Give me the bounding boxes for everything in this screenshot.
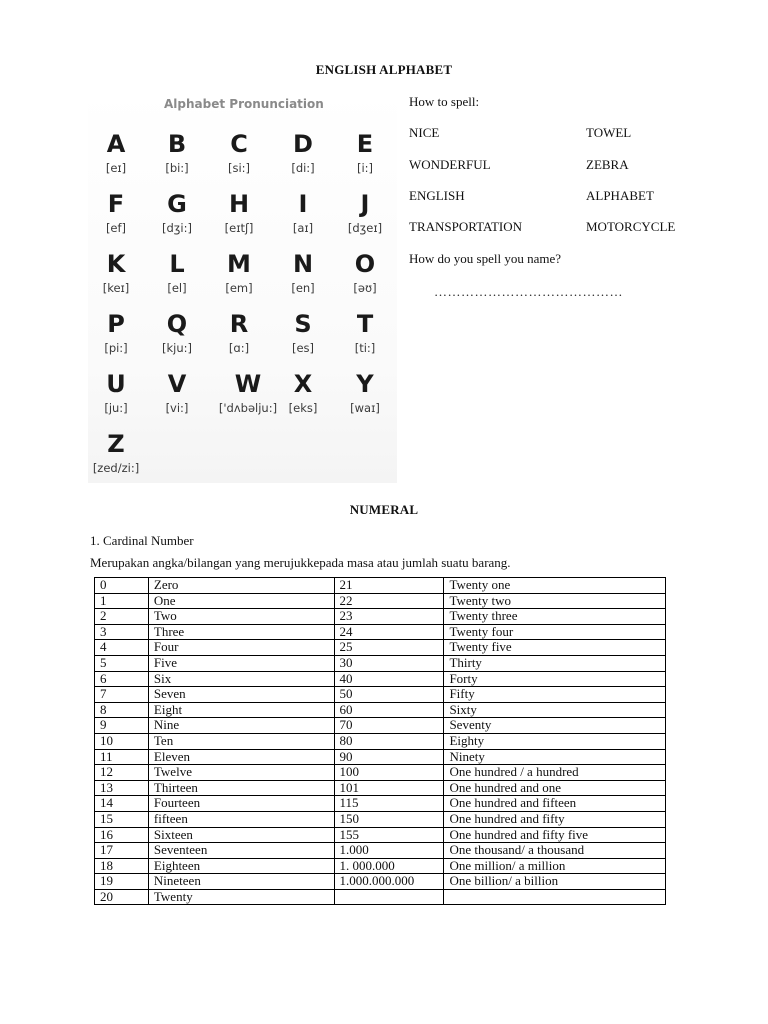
- number-digit-cell: 150: [334, 811, 444, 827]
- cardinal-number-description: Merupakan angka/bilangan yang merujukkepada masa atau jumlah suatu barang.: [90, 555, 511, 570]
- alphabet-pronunciation-chart: [88, 88, 397, 483]
- letter-pronunciation: [ɑ:]: [228, 341, 250, 355]
- letter-pronunciation: [aɪ]: [292, 221, 314, 235]
- letter-pronunciation: [dʒi:]: [162, 221, 192, 235]
- number-digit-cell: 40: [334, 671, 444, 687]
- table-row: [95, 811, 666, 827]
- number-digit-cell: 70: [334, 718, 444, 734]
- number-digit-cell: 1.000.000.000: [334, 874, 444, 890]
- number-digit-cell: 101: [334, 780, 444, 796]
- table-row: [95, 780, 666, 796]
- table-row: [95, 687, 666, 703]
- number-word-cell: Three: [148, 624, 334, 640]
- letter-pronunciation: [eɪtʃ]: [224, 221, 254, 235]
- alphabet-letter: R: [229, 310, 249, 338]
- spell-word: MOTORCYCLE: [586, 219, 676, 234]
- alphabet-letter: X: [293, 370, 313, 398]
- number-word-cell: Thirteen: [148, 780, 334, 796]
- letter-pronunciation: [es]: [291, 341, 315, 355]
- name-spelling-question: How do you spell you name?: [409, 251, 562, 266]
- number-digit-cell: 14: [95, 796, 149, 812]
- number-digit-cell: 3: [95, 624, 149, 640]
- alphabet-letter: L: [169, 250, 185, 278]
- number-word-cell: One thousand/ a thousand: [444, 843, 666, 859]
- number-word-cell: One: [148, 593, 334, 609]
- alphabet-letter: B: [167, 130, 187, 158]
- table-row: [95, 889, 666, 905]
- letter-pronunciation: [waɪ]: [350, 401, 380, 415]
- number-word-cell: Forty: [444, 671, 666, 687]
- number-digit-cell: 12: [95, 765, 149, 781]
- table-row: [95, 858, 666, 874]
- alphabet-letter-cell: [146, 370, 208, 415]
- letter-pronunciation: [ef]: [105, 221, 127, 235]
- page-title: ENGLISH ALPHABET: [315, 62, 453, 77]
- alphabet-letter-cell: [85, 310, 147, 355]
- number-digit-cell: 20: [95, 889, 149, 905]
- spell-word: ZEBRA: [586, 157, 629, 172]
- table-row: [95, 593, 666, 609]
- number-word-cell: Sixty: [444, 702, 666, 718]
- alphabet-letter: D: [293, 130, 313, 158]
- alphabet-chart-heading: Alphabet Pronunciation: [164, 97, 324, 111]
- number-word-cell: Seven: [148, 687, 334, 703]
- number-digit-cell: 80: [334, 733, 444, 749]
- number-digit-cell: 1. 000.000: [334, 858, 444, 874]
- number-digit-cell: 24: [334, 624, 444, 640]
- cardinal-number-table: [94, 577, 666, 905]
- letter-pronunciation: [di:]: [291, 161, 315, 175]
- spell-word: TOWEL: [586, 125, 632, 140]
- alphabet-letter: F: [107, 190, 125, 218]
- number-word-cell: One hundred and fifty: [444, 811, 666, 827]
- letter-pronunciation: [keɪ]: [102, 281, 130, 295]
- number-digit-cell: 16: [95, 827, 149, 843]
- letter-pronunciation: [eks]: [288, 401, 318, 415]
- number-digit-cell: 90: [334, 749, 444, 765]
- alphabet-letter: K: [106, 250, 126, 278]
- alphabet-letter-cell: [85, 130, 147, 175]
- number-word-cell: Nine: [148, 718, 334, 734]
- alphabet-letter-cell: [208, 130, 270, 175]
- letter-pronunciation: [si:]: [227, 161, 251, 175]
- number-word-cell: Zero: [148, 578, 334, 594]
- number-word-cell: Twenty: [148, 889, 334, 905]
- alphabet-letter-cell: [208, 250, 270, 295]
- number-digit-cell: 9: [95, 718, 149, 734]
- table-row: [95, 874, 666, 890]
- letter-pronunciation: [eɪ]: [105, 161, 127, 175]
- number-digit-cell: 21: [334, 578, 444, 594]
- alphabet-letter-cell: [146, 250, 208, 295]
- alphabet-letter: A: [106, 130, 126, 158]
- alphabet-letter: T: [356, 310, 374, 338]
- number-word-cell: Twenty five: [444, 640, 666, 656]
- number-word-cell: fifteen: [148, 811, 334, 827]
- alphabet-letter-cell: [85, 370, 147, 415]
- number-digit-cell: 60: [334, 702, 444, 718]
- letter-pronunciation: [ju:]: [104, 401, 128, 415]
- number-digit-cell: 15: [95, 811, 149, 827]
- alphabet-letter: E: [356, 130, 374, 158]
- number-word-cell: Four: [148, 640, 334, 656]
- letter-pronunciation: [vi:]: [165, 401, 189, 415]
- table-row: [95, 655, 666, 671]
- alphabet-letter-cell: [334, 370, 396, 415]
- number-word-cell: Eight: [148, 702, 334, 718]
- number-word-cell: Ninety: [444, 749, 666, 765]
- letter-pronunciation: ['dʌbəlju:]: [218, 401, 278, 415]
- letter-pronunciation: [i:]: [356, 161, 374, 175]
- table-row: [95, 749, 666, 765]
- alphabet-letter: J: [360, 190, 370, 218]
- alphabet-letter: O: [354, 250, 376, 278]
- letter-pronunciation: [pi:]: [104, 341, 128, 355]
- spell-word: WONDERFUL: [409, 157, 491, 172]
- number-digit-cell: 11: [95, 749, 149, 765]
- number-digit-cell: 10: [95, 733, 149, 749]
- alphabet-letter-cell: [272, 250, 334, 295]
- alphabet-letter: Y: [356, 370, 374, 398]
- table-row: [95, 578, 666, 594]
- cardinal-number-heading: 1. Cardinal Number: [90, 533, 194, 548]
- letter-pronunciation: [əʊ]: [353, 281, 377, 295]
- alphabet-letter: U: [106, 370, 126, 398]
- number-word-cell: Ten: [148, 733, 334, 749]
- spell-word: TRANSPORTATION: [409, 219, 523, 234]
- number-digit-cell: 1.000: [334, 843, 444, 859]
- number-word-cell: Sixteen: [148, 827, 334, 843]
- alphabet-letter-cell: [334, 310, 396, 355]
- number-word-cell: Twenty four: [444, 624, 666, 640]
- number-word-cell: One billion/ a billion: [444, 874, 666, 890]
- number-digit-cell: 5: [95, 655, 149, 671]
- number-digit-cell: 4: [95, 640, 149, 656]
- alphabet-letter-cell: [146, 190, 208, 235]
- number-word-cell: Five: [148, 655, 334, 671]
- number-digit-cell: 115: [334, 796, 444, 812]
- number-word-cell: One hundred and one: [444, 780, 666, 796]
- number-digit-cell: 23: [334, 609, 444, 625]
- alphabet-letter-cell: [334, 250, 396, 295]
- alphabet-letter-cell: [334, 190, 396, 235]
- table-row: [95, 796, 666, 812]
- spell-word: ENGLISH: [409, 188, 465, 203]
- table-row: [95, 765, 666, 781]
- number-digit-cell: 155: [334, 827, 444, 843]
- alphabet-letter: Z: [107, 430, 125, 458]
- number-digit-cell: 100: [334, 765, 444, 781]
- table-row: [95, 843, 666, 859]
- alphabet-letter-cell: [272, 310, 334, 355]
- number-word-cell: Eighteen: [148, 858, 334, 874]
- table-row: [95, 718, 666, 734]
- answer-blank: ……………………………………: [434, 284, 623, 299]
- table-row: [95, 671, 666, 687]
- number-word-cell: Nineteen: [148, 874, 334, 890]
- alphabet-letter: I: [298, 190, 308, 218]
- alphabet-letter-cell: [85, 250, 147, 295]
- number-word-cell: One hundred and fifty five: [444, 827, 666, 843]
- alphabet-letter: S: [294, 310, 312, 338]
- letter-pronunciation: [dʒeɪ]: [347, 221, 383, 235]
- number-word-cell: One million/ a million: [444, 858, 666, 874]
- table-row: [95, 624, 666, 640]
- number-word-cell: Seventeen: [148, 843, 334, 859]
- spell-word: ALPHABET: [586, 188, 654, 203]
- how-to-spell-label: How to spell:: [409, 94, 480, 109]
- letter-pronunciation: [bi:]: [165, 161, 189, 175]
- alphabet-letter: M: [227, 250, 251, 278]
- alphabet-letter: V: [167, 370, 187, 398]
- table-row: [95, 640, 666, 656]
- alphabet-letter: P: [107, 310, 125, 338]
- alphabet-letter-cell: [208, 190, 270, 235]
- table-row: [95, 609, 666, 625]
- number-word-cell: One hundred and fifteen: [444, 796, 666, 812]
- number-digit-cell: 19: [95, 874, 149, 890]
- number-word-cell: Twenty one: [444, 578, 666, 594]
- letter-pronunciation: [zed/zi:]: [92, 461, 140, 475]
- number-digit-cell: [334, 889, 444, 905]
- alphabet-letter-cell: [85, 430, 147, 475]
- number-word-cell: Eleven: [148, 749, 334, 765]
- alphabet-letter-cell: [85, 190, 147, 235]
- number-digit-cell: 17: [95, 843, 149, 859]
- number-word-cell: One hundred / a hundred: [444, 765, 666, 781]
- alphabet-letter-cell: [272, 370, 334, 415]
- table-row: [95, 733, 666, 749]
- number-word-cell: Six: [148, 671, 334, 687]
- number-digit-cell: 1: [95, 593, 149, 609]
- number-digit-cell: 2: [95, 609, 149, 625]
- number-digit-cell: 18: [95, 858, 149, 874]
- alphabet-letter-cell: [146, 310, 208, 355]
- alphabet-letter-cell: [272, 190, 334, 235]
- number-word-cell: Fourteen: [148, 796, 334, 812]
- alphabet-letter-cell: [208, 310, 270, 355]
- number-digit-cell: 0: [95, 578, 149, 594]
- number-digit-cell: 25: [334, 640, 444, 656]
- table-row: [95, 702, 666, 718]
- section-title-numeral: NUMERAL: [349, 502, 419, 517]
- number-digit-cell: 50: [334, 687, 444, 703]
- number-word-cell: Fifty: [444, 687, 666, 703]
- alphabet-letter-cell: [146, 130, 208, 175]
- number-word-cell: Twenty two: [444, 593, 666, 609]
- number-digit-cell: 22: [334, 593, 444, 609]
- alphabet-letter: Q: [166, 310, 188, 338]
- number-word-cell: [444, 889, 666, 905]
- number-digit-cell: 6: [95, 671, 149, 687]
- table-row: [95, 827, 666, 843]
- alphabet-letter: H: [228, 190, 250, 218]
- number-digit-cell: 8: [95, 702, 149, 718]
- alphabet-letter: C: [230, 130, 248, 158]
- number-word-cell: Twelve: [148, 765, 334, 781]
- alphabet-letter-cell: [272, 130, 334, 175]
- number-digit-cell: 7: [95, 687, 149, 703]
- letter-pronunciation: [el]: [167, 281, 187, 295]
- number-word-cell: Eighty: [444, 733, 666, 749]
- alphabet-letter: W: [234, 370, 262, 398]
- number-word-cell: Two: [148, 609, 334, 625]
- number-digit-cell: 30: [334, 655, 444, 671]
- letter-pronunciation: [kju:]: [162, 341, 192, 355]
- alphabet-letter-cell: [334, 130, 396, 175]
- number-digit-cell: 13: [95, 780, 149, 796]
- alphabet-letter: G: [167, 190, 187, 218]
- number-word-cell: Twenty three: [444, 609, 666, 625]
- letter-pronunciation: [en]: [291, 281, 315, 295]
- number-word-cell: Thirty: [444, 655, 666, 671]
- number-word-cell: Seventy: [444, 718, 666, 734]
- letter-pronunciation: [em]: [225, 281, 253, 295]
- alphabet-letter: N: [292, 250, 314, 278]
- spell-word: NICE: [409, 125, 440, 140]
- letter-pronunciation: [ti:]: [354, 341, 376, 355]
